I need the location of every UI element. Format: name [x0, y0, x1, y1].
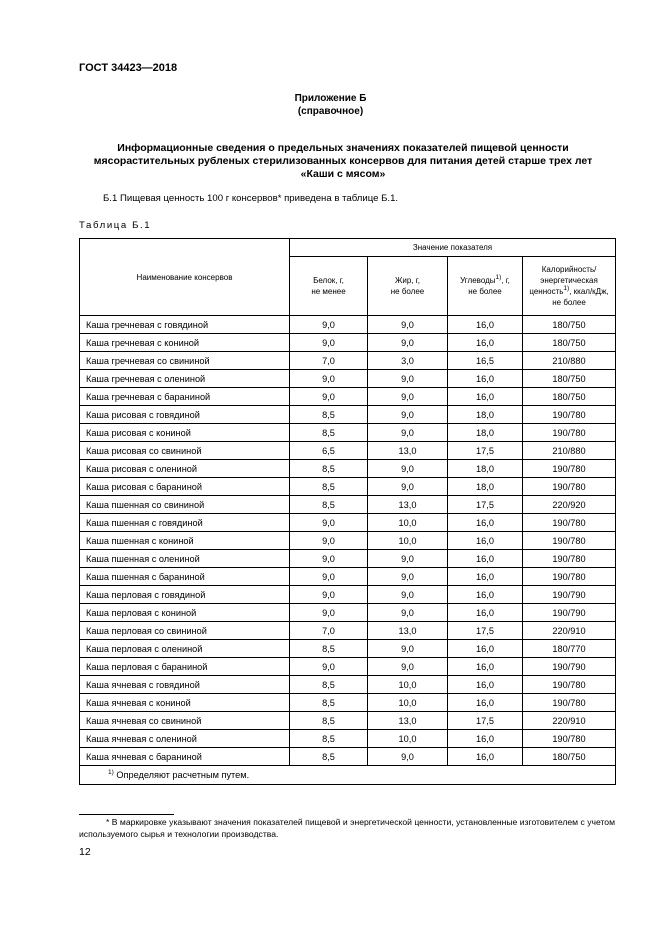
cell-product-name: Каша рисовая с говядиной — [80, 406, 290, 424]
cell-energy: 190/780 — [523, 568, 616, 586]
table-note-mark: 1) — [108, 769, 114, 776]
cell-energy: 180/750 — [523, 388, 616, 406]
table-row — [80, 370, 616, 388]
annex-title: Приложение Б — [294, 93, 367, 104]
cell-energy: 180/750 — [523, 316, 616, 334]
header-value-group: Значение показателя — [290, 239, 616, 257]
cell-protein: 9,0 — [290, 586, 368, 604]
table-row — [80, 496, 616, 514]
cell-fat: 9,0 — [368, 658, 448, 676]
table-row — [80, 712, 616, 730]
cell-product-name: Каша гречневая со свининой — [80, 352, 290, 370]
cell-carbs: 18,0 — [448, 406, 523, 424]
page-number: 12 — [79, 846, 91, 858]
cell-energy: 180/750 — [523, 370, 616, 388]
table-row — [80, 622, 616, 640]
cell-carbs: 18,0 — [448, 424, 523, 442]
cell-energy: 190/780 — [523, 460, 616, 478]
cell-carbs: 17,5 — [448, 712, 523, 730]
table-row — [80, 748, 616, 766]
cell-product-name: Каша пшенная с говядиной — [80, 514, 290, 532]
cell-fat: 9,0 — [368, 334, 448, 352]
table-caption: Таблица Б.1 — [79, 220, 152, 231]
cell-protein: 8,5 — [290, 748, 368, 766]
header-protein-line1: Белок, г, — [313, 276, 344, 285]
table-row — [80, 424, 616, 442]
table-row — [80, 658, 616, 676]
cell-carbs: 16,0 — [448, 532, 523, 550]
cell-energy: 180/770 — [523, 640, 616, 658]
cell-protein: 9,0 — [290, 316, 368, 334]
cell-protein: 8,5 — [290, 496, 368, 514]
cell-energy: 190/790 — [523, 658, 616, 676]
cell-product-name: Каша ячневая с олениной — [80, 730, 290, 748]
cell-protein: 8,5 — [290, 694, 368, 712]
cell-fat: 10,0 — [368, 532, 448, 550]
cell-fat: 9,0 — [368, 316, 448, 334]
cell-fat: 10,0 — [368, 676, 448, 694]
header-fat-line2: не более — [390, 287, 425, 296]
cell-protein: 9,0 — [290, 550, 368, 568]
cell-protein: 8,5 — [290, 640, 368, 658]
cell-carbs: 16,5 — [448, 352, 523, 370]
annex-subtitle: (справочное) — [297, 106, 364, 117]
cell-product-name: Каша гречневая с бараниной — [80, 388, 290, 406]
header-energy-line3a: ценность — [529, 287, 564, 296]
header-carbs-label: Углеводы — [460, 276, 496, 285]
cell-fat: 9,0 — [368, 640, 448, 658]
cell-protein: 8,5 — [290, 424, 368, 442]
cell-energy: 220/910 — [523, 622, 616, 640]
cell-fat: 10,0 — [368, 514, 448, 532]
cell-protein: 9,0 — [290, 532, 368, 550]
table-row — [80, 514, 616, 532]
cell-product-name: Каша рисовая с олениной — [80, 460, 290, 478]
header-energy-line4: не более — [552, 298, 586, 307]
header-protein-line2: не менее — [311, 287, 346, 296]
header-energy-line1: Калорийность/ — [541, 265, 597, 274]
cell-energy: 190/790 — [523, 604, 616, 622]
cell-fat: 9,0 — [368, 550, 448, 568]
header-carbs-line2: не более — [468, 287, 502, 296]
intro-paragraph: Б.1 Пищевая ценность 100 г консервов* приведена в таблице Б.1. — [103, 193, 399, 204]
cell-product-name: Каша перловая с кониной — [80, 604, 290, 622]
table-row — [80, 406, 616, 424]
header-product-name: Наименование консервов — [80, 239, 290, 316]
table-row — [80, 442, 616, 460]
table-body — [80, 316, 616, 766]
cell-energy: 180/750 — [523, 334, 616, 352]
cell-energy: 190/780 — [523, 406, 616, 424]
cell-energy: 220/920 — [523, 496, 616, 514]
cell-product-name: Каша пшенная с бараниной — [80, 568, 290, 586]
cell-energy: 190/780 — [523, 730, 616, 748]
header-fat-line1: Жир, г, — [395, 276, 420, 285]
cell-protein: 8,5 — [290, 676, 368, 694]
table-row — [80, 352, 616, 370]
cell-protein: 9,0 — [290, 604, 368, 622]
cell-energy: 210/880 — [523, 442, 616, 460]
table-row — [80, 694, 616, 712]
table-row — [80, 316, 616, 334]
cell-product-name: Каша пшенная со свининой — [80, 496, 290, 514]
cell-carbs: 17,5 — [448, 442, 523, 460]
cell-protein: 6,5 — [290, 442, 368, 460]
table-row — [80, 640, 616, 658]
cell-energy: 190/780 — [523, 532, 616, 550]
cell-fat: 9,0 — [368, 748, 448, 766]
footnote-separator — [79, 814, 174, 815]
cell-protein: 9,0 — [290, 658, 368, 676]
header-carbs — [448, 257, 523, 316]
cell-fat: 9,0 — [368, 586, 448, 604]
cell-product-name: Каша гречневая с кониной — [80, 334, 290, 352]
cell-carbs: 16,0 — [448, 640, 523, 658]
cell-carbs: 16,0 — [448, 676, 523, 694]
cell-carbs: 16,0 — [448, 514, 523, 532]
cell-protein: 9,0 — [290, 568, 368, 586]
table-row — [80, 676, 616, 694]
cell-product-name: Каша ячневая с бараниной — [80, 748, 290, 766]
cell-product-name: Каша перловая с бараниной — [80, 658, 290, 676]
cell-product-name: Каша рисовая с бараниной — [80, 478, 290, 496]
cell-protein: 7,0 — [290, 622, 368, 640]
cell-fat: 10,0 — [368, 730, 448, 748]
cell-protein: 8,5 — [290, 460, 368, 478]
cell-product-name: Каша перловая с говядиной — [80, 586, 290, 604]
cell-fat: 13,0 — [368, 622, 448, 640]
cell-energy: 190/790 — [523, 586, 616, 604]
cell-fat: 3,0 — [368, 352, 448, 370]
cell-protein: 8,5 — [290, 712, 368, 730]
header-carbs-suffix: , г, — [501, 276, 510, 285]
cell-carbs: 16,0 — [448, 730, 523, 748]
table-note-text: Определяют расчетным путем. — [113, 770, 250, 780]
cell-product-name: Каша пшенная с олениной — [80, 550, 290, 568]
cell-protein: 7,0 — [290, 352, 368, 370]
cell-carbs: 16,0 — [448, 568, 523, 586]
cell-carbs: 16,0 — [448, 604, 523, 622]
cell-carbs: 16,0 — [448, 550, 523, 568]
cell-fat: 9,0 — [368, 406, 448, 424]
cell-fat: 9,0 — [368, 424, 448, 442]
cell-carbs: 16,0 — [448, 388, 523, 406]
header-energy — [523, 257, 616, 316]
heading-line-3: «Каши с мясом» — [300, 168, 386, 180]
cell-fat: 13,0 — [368, 496, 448, 514]
cell-carbs: 16,0 — [448, 316, 523, 334]
heading-line-1: Информационные сведения о предельных значениях показателей пищевой ценности — [117, 142, 569, 154]
cell-fat: 9,0 — [368, 460, 448, 478]
cell-energy: 190/780 — [523, 676, 616, 694]
cell-energy: 190/780 — [523, 550, 616, 568]
cell-product-name: Каша рисовая с кониной — [80, 424, 290, 442]
table-row — [80, 532, 616, 550]
cell-carbs: 17,5 — [448, 622, 523, 640]
cell-product-name: Каша ячневая с говядиной — [80, 676, 290, 694]
annex-title-block — [0, 92, 661, 118]
cell-energy: 190/780 — [523, 424, 616, 442]
cell-protein: 8,5 — [290, 406, 368, 424]
cell-fat: 9,0 — [368, 478, 448, 496]
cell-product-name: Каша гречневая с говядиной — [80, 316, 290, 334]
table-row — [80, 550, 616, 568]
standard-number: ГОСТ 34423—2018 — [79, 62, 178, 74]
footnote: * В маркировке указывают значения показателей пищевой и энергетической ценности, установленные изготовителем с учетом используемого сырья и технологии производства. — [79, 817, 615, 839]
cell-protein: 9,0 — [290, 388, 368, 406]
cell-energy: 190/780 — [523, 514, 616, 532]
cell-energy: 220/910 — [523, 712, 616, 730]
header-energy-mark: 1) — [563, 285, 570, 292]
table-row — [80, 586, 616, 604]
cell-energy: 210/880 — [523, 352, 616, 370]
cell-fat: 13,0 — [368, 442, 448, 460]
table-row — [80, 334, 616, 352]
cell-protein: 9,0 — [290, 514, 368, 532]
header-fat — [368, 257, 448, 316]
cell-protein: 8,5 — [290, 730, 368, 748]
header-carbs-mark: 1) — [495, 274, 502, 281]
cell-energy: 180/750 — [523, 748, 616, 766]
cell-protein: 9,0 — [290, 334, 368, 352]
cell-fat: 10,0 — [368, 694, 448, 712]
table-row — [80, 568, 616, 586]
cell-carbs: 16,0 — [448, 334, 523, 352]
cell-product-name: Каша ячневая с кониной — [80, 694, 290, 712]
cell-product-name: Каша пшенная с кониной — [80, 532, 290, 550]
section-heading — [60, 142, 626, 181]
table-row — [80, 604, 616, 622]
header-energy-line3b: , ккал/кДж, — [569, 287, 609, 296]
cell-protein: 9,0 — [290, 370, 368, 388]
cell-carbs: 16,0 — [448, 748, 523, 766]
cell-fat: 9,0 — [368, 604, 448, 622]
cell-protein: 8,5 — [290, 478, 368, 496]
heading-line-2: мясорастительных рубленых стерилизованных консервов для питания детей старше трех лет — [93, 155, 593, 167]
cell-product-name: Каша перловая со свининой — [80, 622, 290, 640]
cell-carbs: 16,0 — [448, 370, 523, 388]
cell-fat: 9,0 — [368, 388, 448, 406]
cell-carbs: 18,0 — [448, 478, 523, 496]
cell-energy: 190/780 — [523, 478, 616, 496]
cell-product-name: Каша гречневая с олениной — [80, 370, 290, 388]
cell-product-name: Каша рисовая со свининой — [80, 442, 290, 460]
cell-fat: 13,0 — [368, 712, 448, 730]
cell-carbs: 16,0 — [448, 694, 523, 712]
cell-fat: 9,0 — [368, 568, 448, 586]
header-energy-line2: энергетическая — [540, 276, 598, 285]
cell-product-name: Каша ячневая со свининой — [80, 712, 290, 730]
header-protein — [290, 257, 368, 316]
table-row — [80, 478, 616, 496]
table-row — [80, 388, 616, 406]
table-row — [80, 460, 616, 478]
table-row — [80, 730, 616, 748]
table-note — [80, 766, 616, 785]
cell-product-name: Каша перловая с олениной — [80, 640, 290, 658]
cell-carbs: 17,5 — [448, 496, 523, 514]
cell-carbs: 18,0 — [448, 460, 523, 478]
cell-energy: 190/780 — [523, 694, 616, 712]
cell-carbs: 16,0 — [448, 586, 523, 604]
nutrition-table — [79, 238, 616, 785]
cell-fat: 9,0 — [368, 370, 448, 388]
cell-carbs: 16,0 — [448, 658, 523, 676]
